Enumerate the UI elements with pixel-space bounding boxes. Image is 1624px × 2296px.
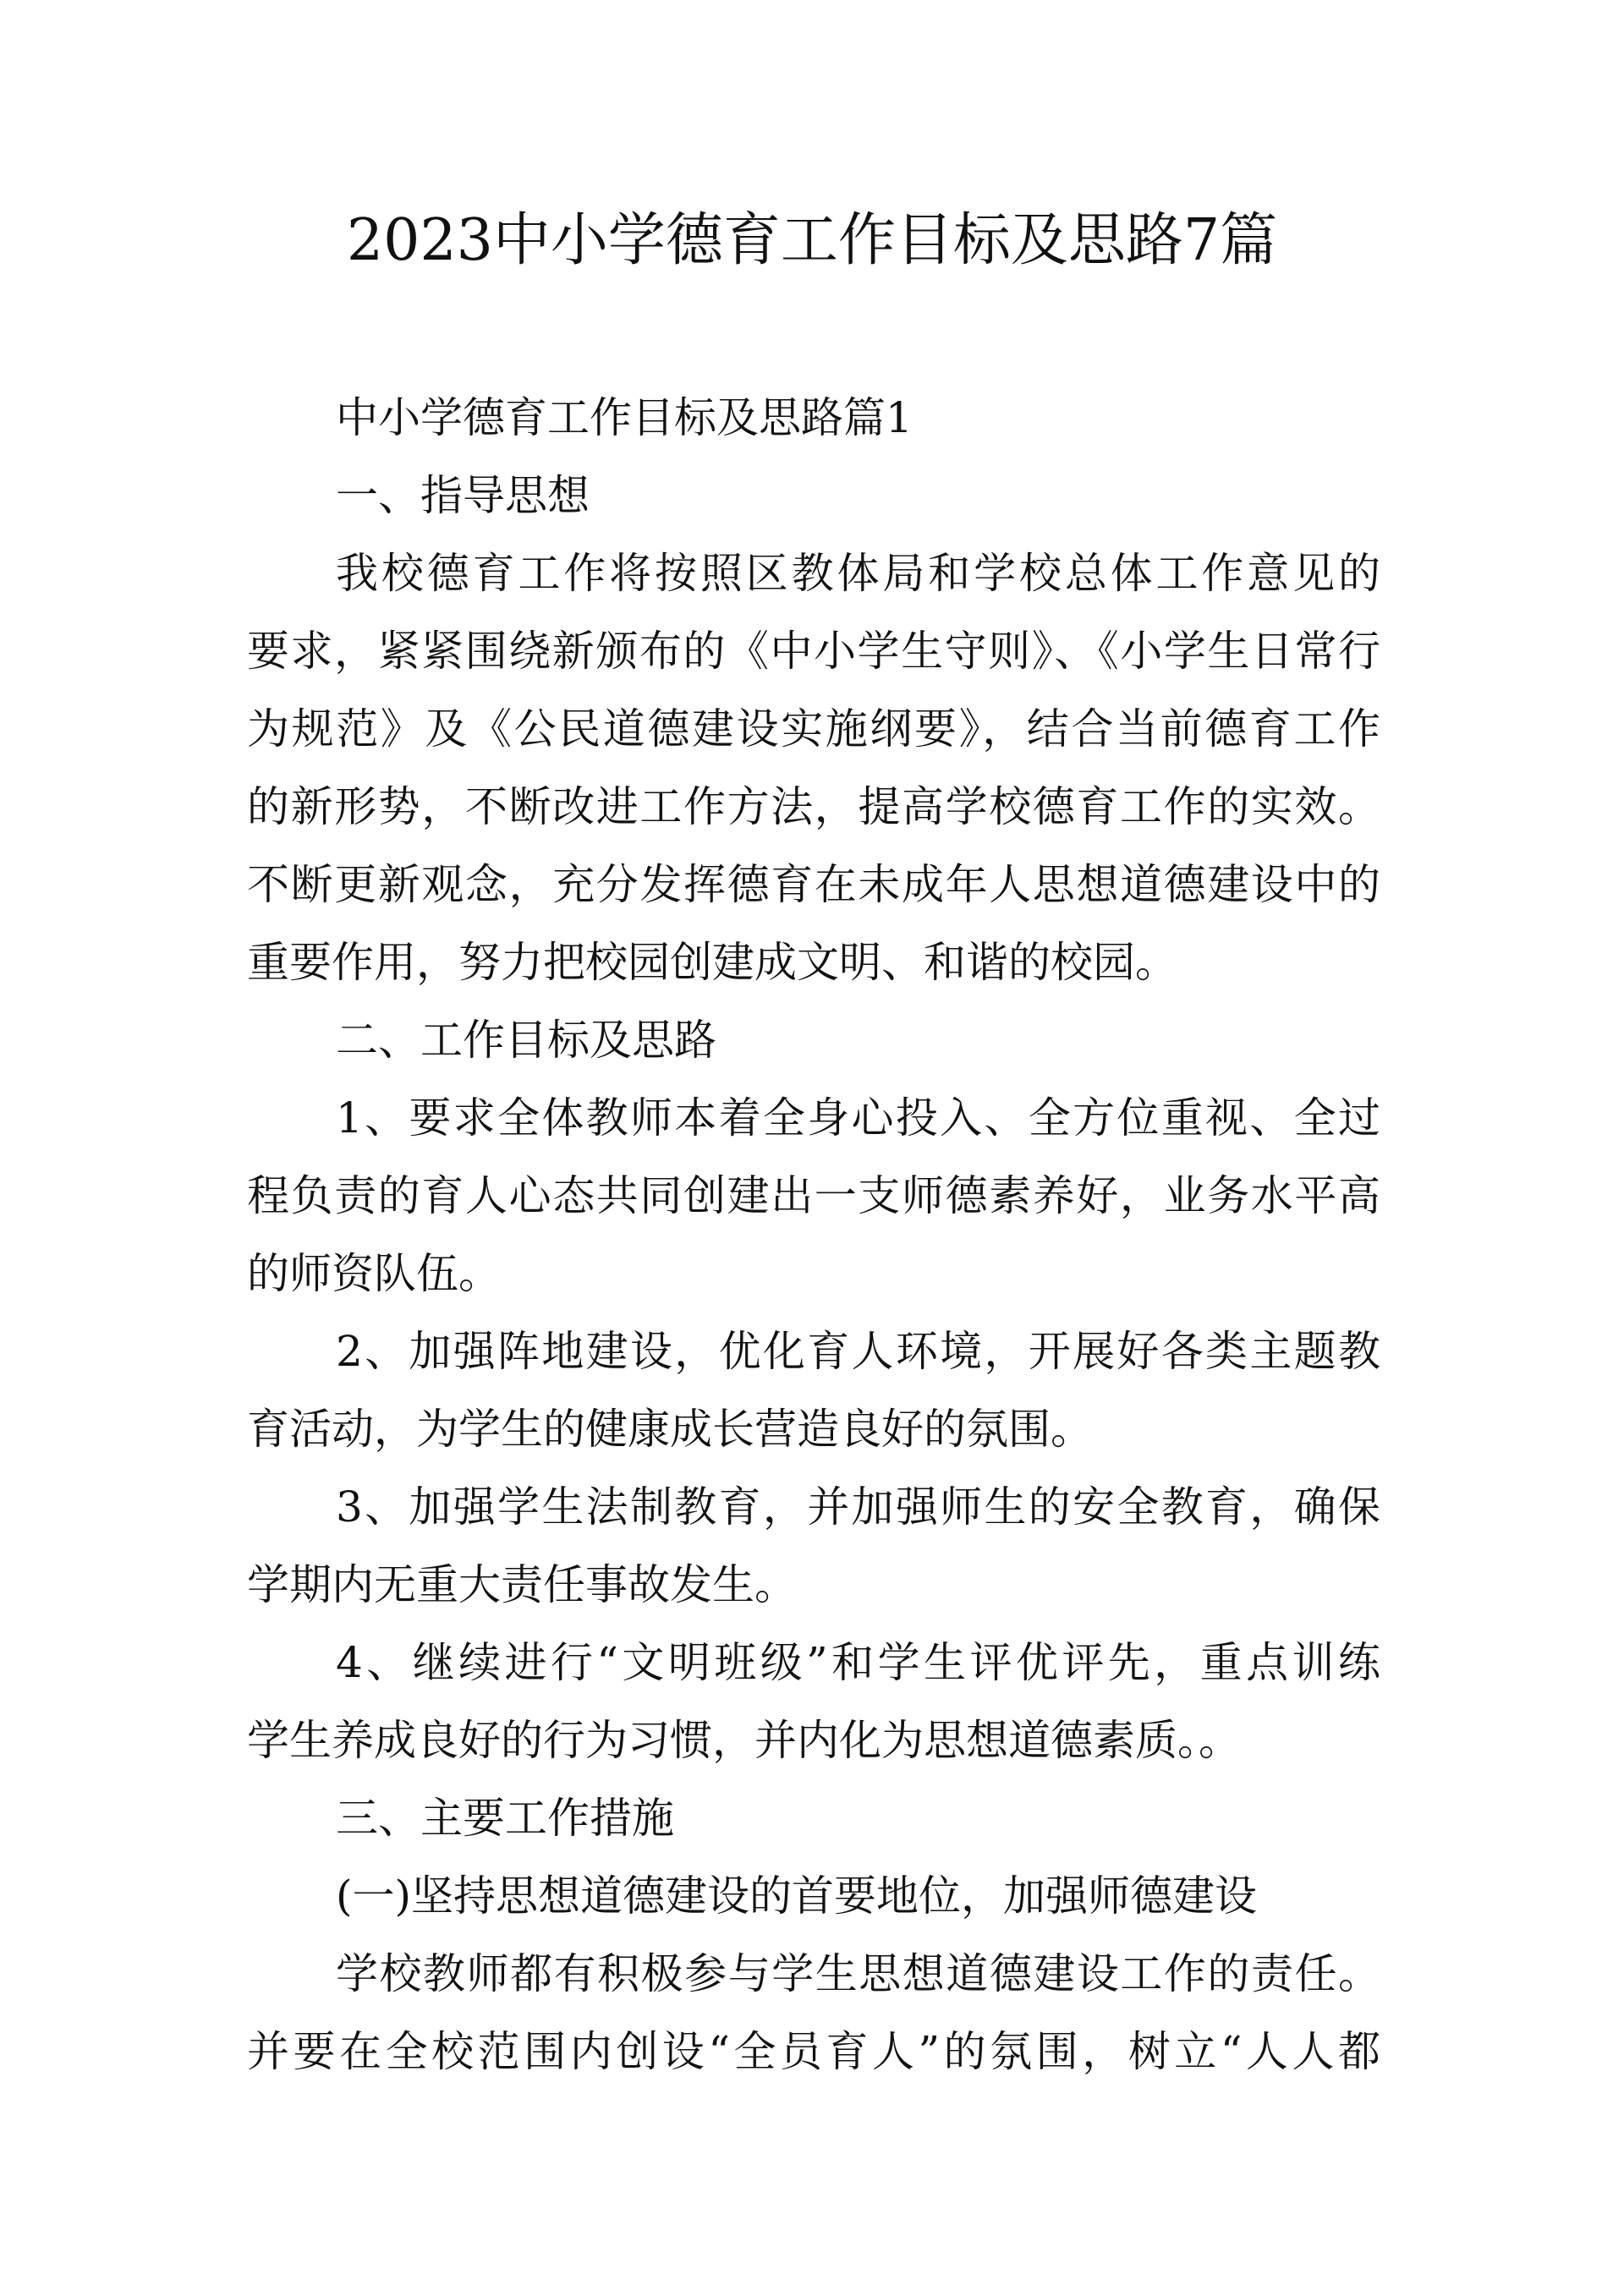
paragraph-line: 程负责的育人心态共同创建出一支师德素养好，业务水平高 [247, 1171, 1380, 1220]
paragraph-line: 不断更新观念，充分发挥德育在未成年人思想道德建设中的 [247, 860, 1380, 909]
paragraph-line: 学生养成良好的行为习惯，并内化为思想道德素质。。 [247, 1716, 1241, 1765]
paragraph-line: 2、加强阵地建设，优化育人环境，开展好各类主题教 [336, 1327, 1380, 1376]
paragraph-line: 育活动，为学生的健康成长营造良好的氛围。 [247, 1405, 1093, 1454]
paragraph-line: 学校教师都有积极参与学生思想道德建设工作的责任。 [336, 1949, 1380, 1998]
paragraph-line: 1、要求全体教师本着全身心投入、全方位重视、全过 [336, 1093, 1380, 1143]
paragraph-line: 学期内无重大责任事故发生。 [247, 1560, 797, 1609]
section-heading: 二、工作目标及思路 [336, 1016, 716, 1065]
paragraph-line: 重要作用，努力把校园创建成文明、和谐的校园。 [247, 938, 1177, 987]
paragraph-line: 的新形势，不断改进工作方法，提高学校德育工作的实效。 [247, 782, 1380, 831]
paragraph-line: 4、继续进行“文明班级”和学生评优评先，重点训练 [336, 1638, 1380, 1687]
subsection-heading: (一)坚持思想道德建设的首要地位，加强师德建设 [336, 1871, 1258, 1921]
paragraph-line: 的师资队伍。 [247, 1249, 501, 1298]
section-heading: 三、主要工作措施 [336, 1794, 674, 1843]
paragraph-line: 我校德育工作将按照区教体局和学校总体工作意见的 [336, 549, 1380, 598]
section-heading: 一、指导思想 [336, 471, 590, 520]
paragraph-line: 并要在全校范围内创设“全员育人”的氛围，树立“人人都 [247, 2027, 1380, 2076]
paragraph-line: 为规范》及《公民道德建设实施纲要》，结合当前德育工作 [247, 704, 1380, 753]
document-title: 2023中小学德育工作目标及思路7篇 [346, 207, 1278, 274]
paragraph-line: 3、加强学生法制教育，并加强师生的安全教育，确保 [336, 1482, 1380, 1532]
section-heading: 中小学德育工作目标及思路篇1 [336, 393, 913, 442]
paragraph-line: 要求，紧紧围绕新颁布的《中小学生守则》、《小学生日常行 [247, 627, 1380, 676]
